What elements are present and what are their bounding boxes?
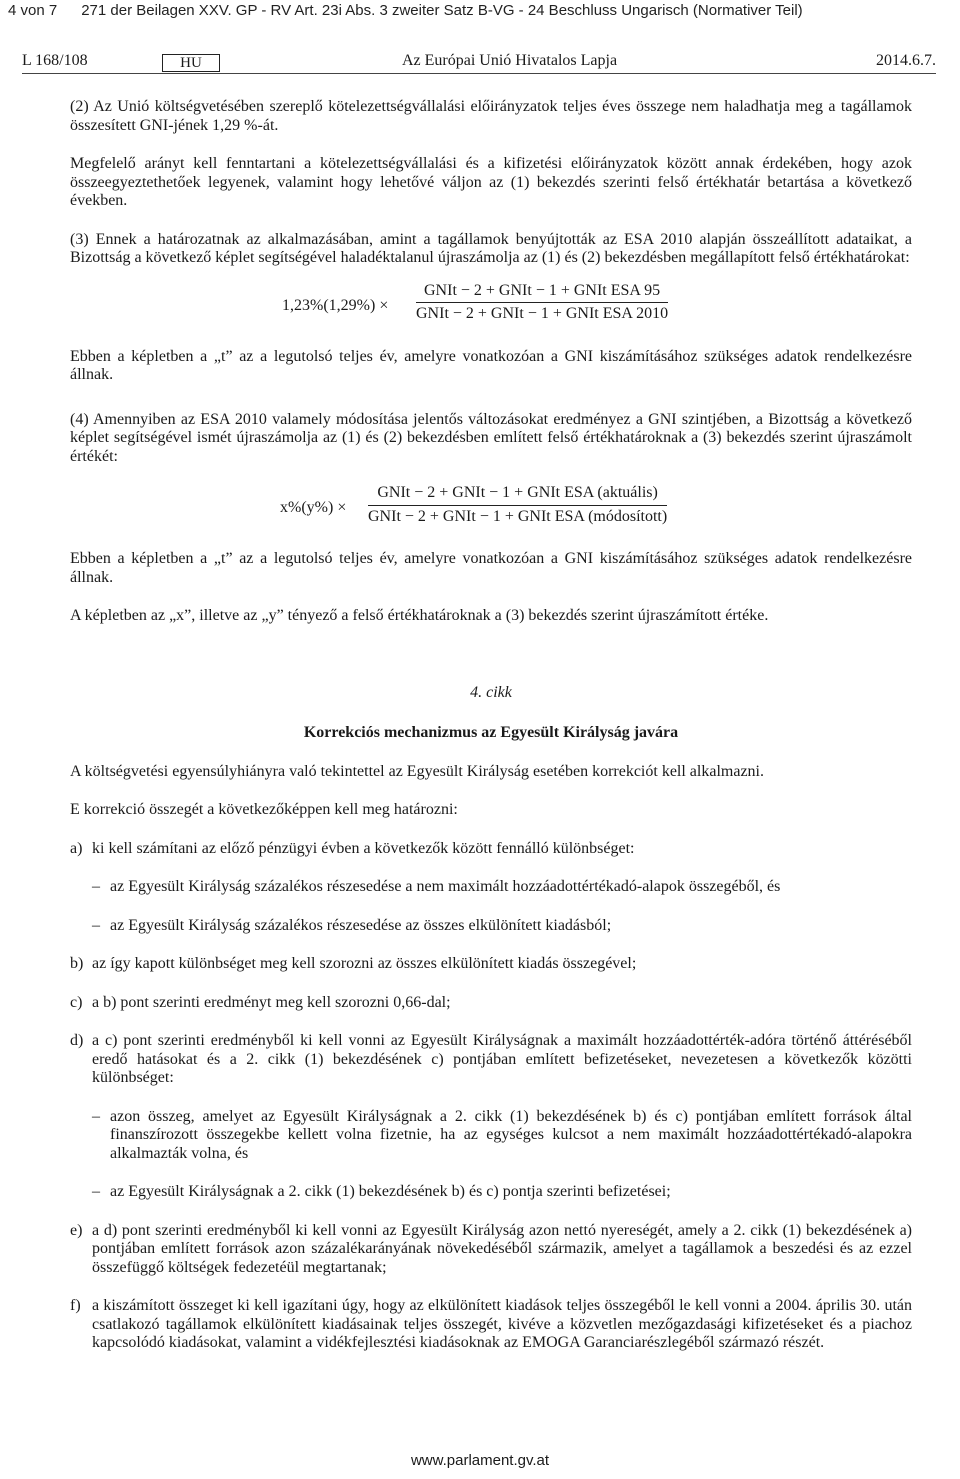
dash-label: – bbox=[92, 1183, 100, 1200]
dash-label: – bbox=[92, 916, 100, 934]
journal-name: Az Európai Unió Hivatalos Lapja bbox=[402, 52, 618, 69]
item-text: a b) pont szerinti eredményt meg kell szorozni 0,66-dal; bbox=[92, 993, 451, 1011]
item-text: az így kapott különbséget meg kell szorozni az összes elkülönített kiadás összegével; bbox=[92, 955, 637, 972]
page-indicator: 4 von 7 bbox=[8, 2, 58, 19]
language-badge: HU bbox=[162, 54, 220, 72]
formula-fraction bbox=[368, 484, 667, 526]
formula-fraction bbox=[416, 282, 668, 324]
header-divider bbox=[22, 73, 936, 74]
item-text: a c) pont szerinti eredményből ki kell vonni az Egyesült Királyságnak a maximált hozzáadottérték-adóra történő áttéréséből eredő hatásokat és a 2. cikk (1) bekezdésének c) pontjában említett befizetéseket, nevezetesen a következők közötti különbséget: bbox=[92, 1032, 912, 1086]
paragraph-3-explanation: Ebben a képletben a „t” az a legutolsó teljes év, amelyre vonatkozóan a GNI kiszámításához szükséges adatok rendelkezésre állnak. bbox=[70, 347, 912, 383]
list-item-a-dash-2 bbox=[70, 917, 912, 936]
footer-url[interactable]: www.parlament.gv.at bbox=[410, 1452, 550, 1469]
item-label: e) bbox=[70, 1221, 83, 1239]
item-label: d) bbox=[70, 1032, 84, 1049]
paragraph-4: (4) Amennyiben az ESA 2010 valamely módosítása jelentős változásokat eredményez a GNI szintjében, a Bizottság a következő képlet segítségével ismét újraszámolja az (1) és (2) bekezdésben említett felső értékhatároknak a (3) bekezdés szerint újraszámolt értékét: bbox=[70, 410, 912, 465]
article-intro: A költségvetési egyensúlyhiányra való tekintettel az Egyesült Királyság esetében korrekciót kell alkalmazni. bbox=[70, 762, 764, 780]
formula-numerator: GNIt − 2 + GNIt − 1 + GNIt ESA 95 bbox=[416, 282, 668, 304]
item-label: c) bbox=[70, 993, 83, 1011]
article-intro-2: E korrekció összegét a következőképpen kell meg határozni: bbox=[70, 801, 458, 818]
list-item-d-dash-1 bbox=[70, 1108, 912, 1164]
journal-date: 2014.6.7. bbox=[876, 52, 936, 69]
formula-lhs: x%(y%) × bbox=[280, 499, 347, 516]
item-text: a kiszámított összeget ki kell igazítani úgy, hogy az elkülönített kiadások teljes összegéből le kell vonni a 2004. április 30. után csatlakozó tagállamok elkülönített kiadásainak teljes összegét, kivéve a közvetlen mezőgazdasági kifizetéseket és a piachoz kapcsolódó kiadásokat, valamint a vidékfejlesztési kiadásoknak az EMOGA Garanciarészlegéből származó részét. bbox=[92, 1297, 912, 1351]
journal-header bbox=[22, 52, 936, 74]
dash-label: – bbox=[92, 878, 100, 895]
list-item-d-dash-2 bbox=[70, 1183, 912, 1202]
journal-reference: L 168/108 bbox=[22, 52, 88, 69]
list-item-c bbox=[70, 994, 912, 1013]
paragraph-4-explanation: Ebben a képletben a „t” az a legutolsó teljes év, amelyre vonatkozóan a GNI kiszámításához szükséges adatok rendelkezésre állnak. bbox=[70, 550, 912, 586]
item-text: a d) pont szerinti eredményből ki kell vonni az Egyesült Királyság azon nettó nyereségét, amely a 2. cikk (1) bekezdésének a) pontjában említett források azon százalékarányának növekedéséből származik, amelyet a tagállamok a beszedési és az ezzel összefüggő költségek fedezetéül megtartanak; bbox=[92, 1221, 912, 1276]
paragraph-2-continued: Megfelelő arányt kell fenntartani a kötelezettségvállalási és a kifizetési előirányzatok között annak érdekében, hogy azok összeegyeztethetőek legyenek, valamint hogy lehetővé váljon az (1) bekezdés szerinti felső értékhatár betartása a következő években. bbox=[70, 155, 912, 209]
article-number: 4. cikk bbox=[470, 683, 512, 701]
paragraph-3: (3) Ennek a határozatnak az alkalmazásában, amint a tagállamok benyújtották az ESA 2010 alapján összeállított adataikat, a Bizottság a következő képlet segítségével haladéktalanul újraszámolja az (1) és (2) bekezdésben megállapított felső értékhatárokat: bbox=[70, 230, 912, 266]
list-item-b bbox=[70, 955, 912, 974]
list-item-a-dash-1 bbox=[70, 878, 912, 897]
item-label: b) bbox=[70, 955, 84, 972]
dash-label: – bbox=[92, 1107, 100, 1125]
paragraph-2: (2) Az Unió költségvetésében szereplő kötelezettségvállalási előirányzatok teljes éves összege nem haladhatja meg a tagállamok összesített GNI-jének 1,29 %-át. bbox=[70, 98, 912, 134]
paragraph-4-xy: A képletben az „x”, illetve az „y” tényező a felső értékhatároknak a (3) bekezdés szerint újraszámított értéke. bbox=[70, 607, 769, 624]
formula-numerator: GNIt − 2 + GNIt − 1 + GNIt ESA (aktuális) bbox=[368, 484, 667, 506]
list-item-f bbox=[70, 1297, 912, 1353]
item-text: ki kell számítani az előző pénzügyi évben a következők között fennálló különbséget: bbox=[92, 839, 635, 857]
formula-lhs: 1,23%(1,29%) × bbox=[282, 296, 389, 314]
dash-text: az Egyesült Királyságnak a 2. cikk (1) bekezdésének b) és c) pontja szerinti befizetései; bbox=[110, 1183, 671, 1200]
dash-text: azon összeg, amelyet az Egyesült Királyságnak a 2. cikk (1) bekezdésének b) és c) pontjában említett források által finanszírozott összegekbe kellett volna fizetnie, ha az egységes kulcsot a nem maximált hozzáadottértékadó-alapokra alkalmazták volna, és bbox=[110, 1107, 912, 1162]
formula-esa-change bbox=[70, 484, 912, 536]
dash-text: az Egyesült Királyság százalékos részesedése az összes elkülönített kiadásból; bbox=[110, 916, 612, 934]
formula-denominator: GNIt − 2 + GNIt − 1 + GNIt ESA 2010 bbox=[416, 305, 669, 322]
document-title: 271 der Beilagen XXV. GP - RV Art. 23i Abs. 3 zweiter Satz B-VG - 24 Beschluss Ungarisch (Normativer Teil) bbox=[81, 2, 803, 19]
document-body bbox=[70, 98, 912, 1353]
formula-esa-2010 bbox=[70, 282, 912, 334]
article-title: Korrekciós mechanizmus az Egyesült Királyság javára bbox=[303, 724, 679, 741]
list-item-e bbox=[70, 1222, 912, 1278]
list-item-a bbox=[70, 840, 912, 859]
list-item-d bbox=[70, 1032, 912, 1088]
formula-denominator: GNIt − 2 + GNIt − 1 + GNIt ESA (módosított) bbox=[368, 507, 668, 525]
item-label: f) bbox=[70, 1297, 81, 1314]
item-label: a) bbox=[70, 839, 83, 857]
dash-text: az Egyesült Királyság százalékos részesedése a nem maximált hozzáadottértékadó-alapok összegéből, és bbox=[110, 878, 781, 895]
document-topbar bbox=[8, 0, 803, 22]
